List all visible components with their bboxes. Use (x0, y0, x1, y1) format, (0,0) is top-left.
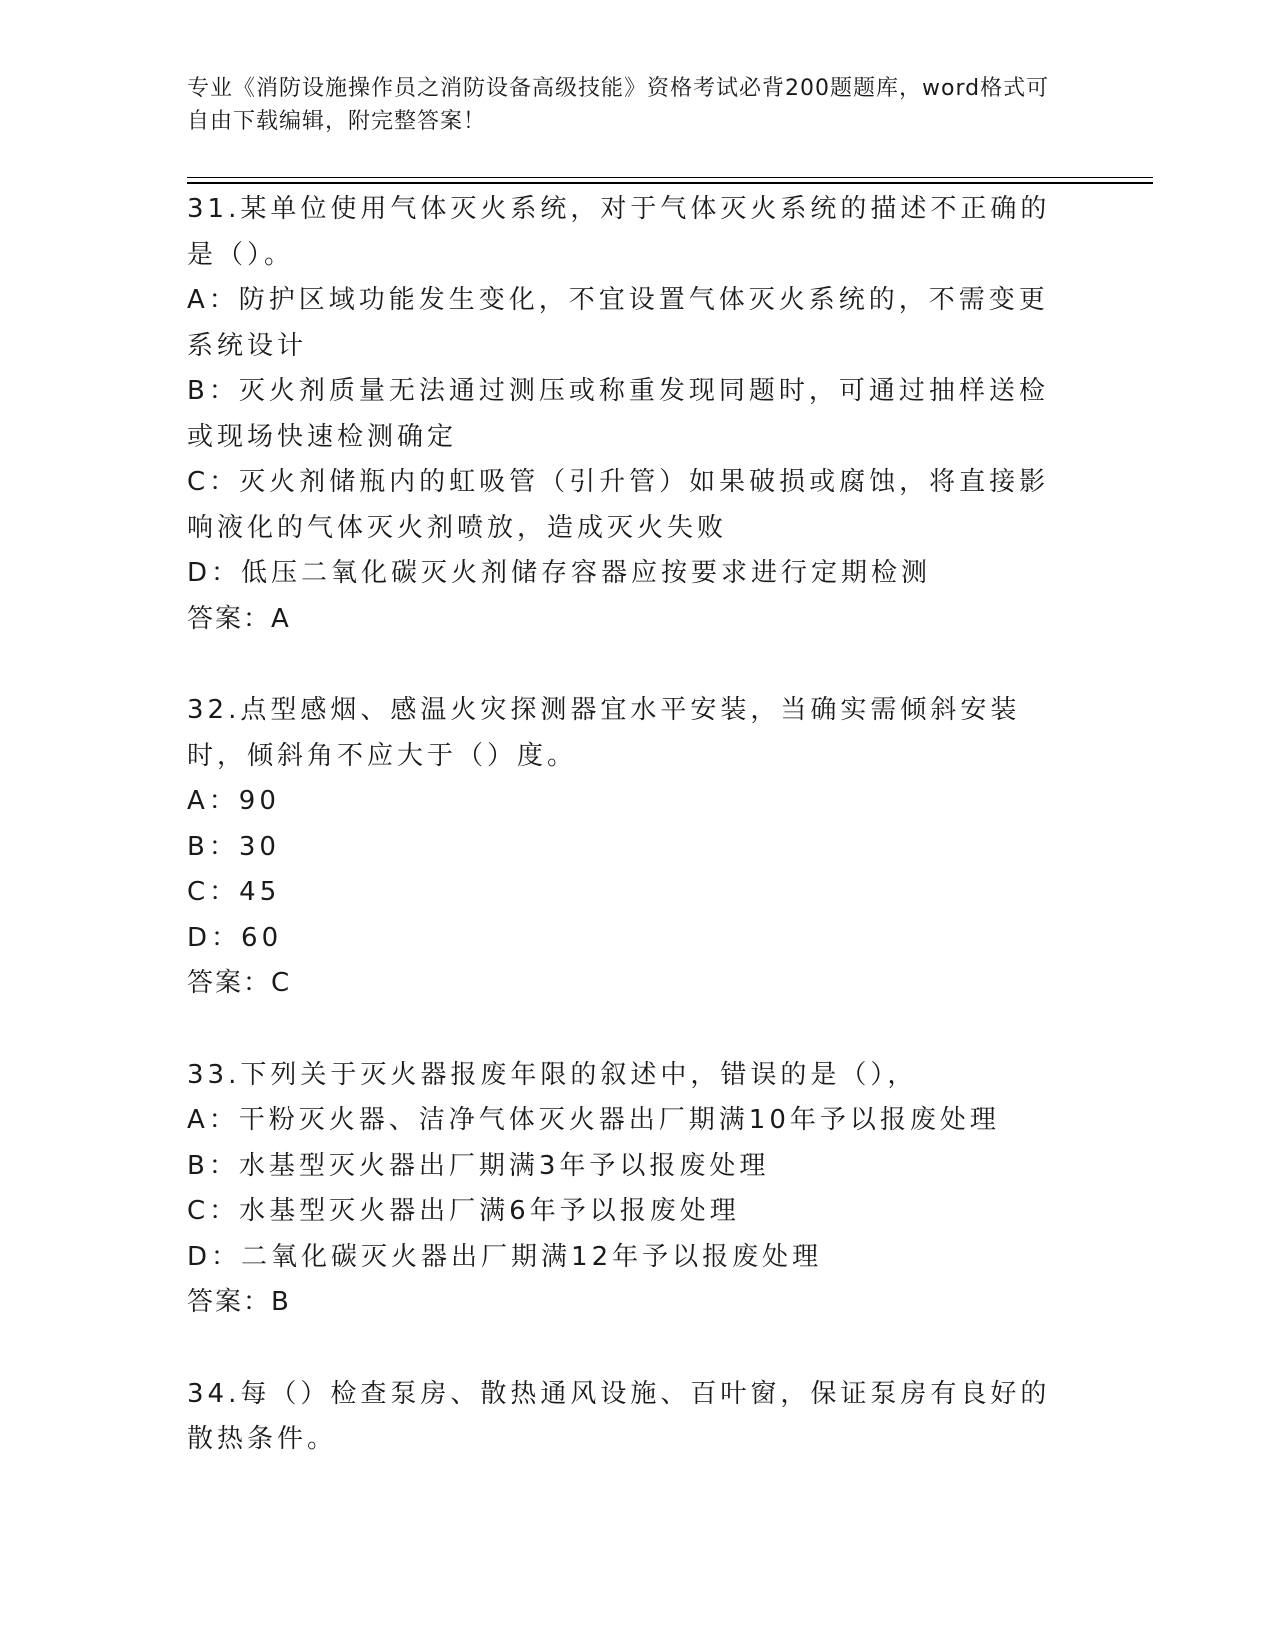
answer-line (187, 961, 1067, 1007)
question-34 (187, 1372, 1067, 1463)
answer-value: A (271, 603, 290, 634)
answer-value: B (271, 1287, 290, 1317)
answer-line (187, 1280, 1067, 1326)
question-stem: 33.下列关于灭火器报废年限的叙述中，错误的是（）， (187, 1059, 918, 1090)
option-b: B：灭火剂质量无法通过测压或称重发现同题时，可通过抽样送检或现场快速检测确定 (187, 376, 1049, 452)
answer-label: 答案： (187, 603, 272, 634)
question-32 (187, 688, 1067, 1007)
option-a: A：90 (187, 786, 280, 816)
header-divider-thin (187, 177, 1153, 178)
answer-label: 答案： (187, 968, 272, 998)
question-33 (187, 1053, 1067, 1326)
answer-line (187, 597, 1067, 643)
option-a: A：防护区域功能发生变化，不宜设置气体灭火系统的，不需变更系统设计 (187, 285, 1049, 361)
option-c: C：45 (187, 877, 281, 907)
question-stem: 31.某单位使用气体灭火系统，对于气体灭火系统的描述不正确的是（）。 (187, 194, 1051, 270)
document-header: 专业《消防设施操作员之消防设备高级技能》资格考试必背200题题库，word格式可自由下载编辑，附完整答案！ (187, 76, 1050, 134)
option-c: C：水基型灭火器出厂满6年予以报废处理 (187, 1196, 740, 1226)
option-d: D：60 (187, 922, 283, 953)
answer-value: C (271, 968, 291, 998)
option-c: C：灭火剂储瓶内的虹吸管（引升管）如果破损或腐蚀，将直接影响液化的气体灭火剂喷放，造成灭火失败 (187, 467, 1050, 543)
header-divider-thick (187, 182, 1153, 184)
answer-label: 答案： (187, 1287, 272, 1317)
question-31 (187, 187, 1067, 642)
option-b: B：水基型灭火器出厂期满3年予以报废处理 (187, 1150, 770, 1181)
question-stem: 32.点型感烟、感温火灾探测器宜水平安装，当确实需倾斜安装时，倾斜角不应大于（）度。 (187, 695, 1021, 771)
question-stem: 34.每（）检查泵房、散热通风设施、百叶窗，保证泵房有良好的散热条件。 (187, 1378, 1051, 1454)
option-b: B：30 (187, 831, 280, 862)
option-d: D：低压二氧化碳灭火剂储存容器应按要求进行定期检测 (187, 558, 932, 588)
option-d: D：二氧化碳灭火器出厂期满12年予以报废处理 (187, 1241, 823, 1272)
option-a: A：干粉灭火器、洁净气体灭火器出厂期满10年予以报废处理 (187, 1105, 1000, 1135)
question-list (187, 187, 1067, 1463)
